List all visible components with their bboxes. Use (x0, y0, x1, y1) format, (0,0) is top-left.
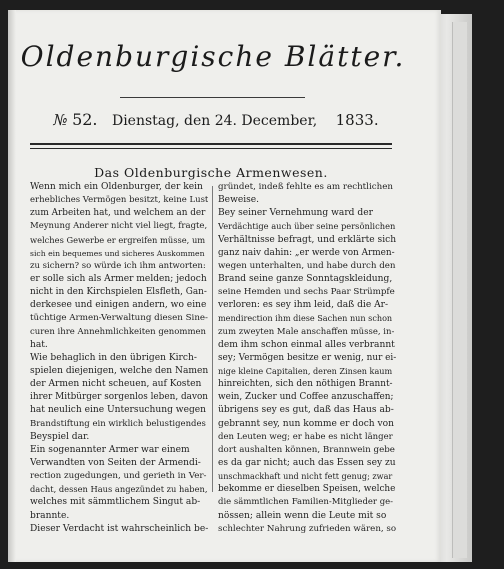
text-line: zum zweyten Male anschaffen müsse, in- (218, 326, 395, 337)
text-line: Beyspiel dar. (30, 431, 90, 442)
text-line: erhebliches Vermögen besitzt, keine Lust (30, 195, 208, 206)
text-line: dacht, dessen Haus angezündet zu haben, (30, 484, 208, 495)
issue-date: Dienstag, den 24. December, (111, 113, 318, 129)
text-line: den Leuten weg; er habe es nicht länger (218, 431, 393, 442)
text-line: gründet, indeß fehlte es am rechtlichen (218, 182, 393, 192)
text-line: ganz naiv dahin: „er werde von Armen- (218, 247, 395, 258)
masthead-rule (120, 97, 305, 98)
text-line: übrigens sey es gut, daß das Haus ab- (218, 405, 394, 416)
column-divider (212, 186, 213, 492)
text-line: der Armen nicht scheuen, auf Kosten (30, 379, 202, 390)
text-line: hat. (30, 339, 48, 350)
text-line: wegen unterhalten, und habe durch den (218, 260, 396, 271)
text-line: unschmackhaft und nicht fett genug; zwar (218, 471, 393, 482)
text-line: wein, Zucker und Coffee anzuschaffen; (218, 392, 394, 403)
text-line: Verhältnisse befragt, und erklärte sich (218, 234, 396, 245)
text-line: die sämmtlichen Familien-Mitglieder ge- (218, 497, 394, 508)
text-line: Bey seiner Vernehmung ward der (218, 208, 373, 219)
text-line: Verdächtige auch über seine persönlichen (218, 221, 396, 232)
text-line: ihrer Mitbürger sorgenlos leben, davon (30, 392, 208, 403)
text-line: nige kleine Capitalien, deren Zinsen kaum (218, 365, 393, 376)
text-line: spielen diejenigen, welche den Namen (30, 365, 208, 376)
text-column-right (218, 181, 396, 536)
text-line: schlechter Nahrung zufrieden wären, so (218, 523, 396, 534)
text-line: Brand seine ganze Sonntagskleidung, (218, 273, 393, 284)
text-line: curen ihre Annehmlichkeiten genommen (30, 326, 207, 337)
issue-year: 1833. (335, 111, 379, 129)
binding-shadow (8, 10, 16, 562)
text-line: Dieser Verdacht ist wahrscheinlich be- (30, 523, 208, 534)
text-line: seine Hemden und sechs Paar Strümpfe (218, 287, 395, 298)
text-line: er solle sich als Armer melden; jedoch (30, 273, 207, 284)
text-line: rection zugedungen, und gerieth in Ver- (30, 471, 207, 482)
masthead-title: Oldenburgische Blätter. (20, 40, 406, 73)
text-line: Wie behaglich in den übrigen Kirch- (30, 352, 197, 363)
text-line: dem ihm schon einmal alles verbrannt (218, 339, 395, 350)
text-line: hinreichten, sich den nöthigen Brannt- (218, 379, 393, 390)
text-line: Meynung Anderer nicht viel liegt, fragte, (30, 221, 208, 232)
text-line: Wenn mich ein Oldenburger, der kein (30, 182, 203, 192)
text-line: nicht in den Kirchspielen Elsfleth, Gan- (30, 287, 207, 298)
text-line: gebrannt sey, nun komme er doch von (218, 418, 394, 429)
text-line: es da gar nicht; auch das Essen sey zu (218, 457, 396, 468)
issue-line (26, 110, 406, 129)
issue-number-symbol: № (53, 111, 68, 129)
text-line: sich ein bequemes und sicheres Auskommen (30, 248, 205, 258)
text-line: tüchtige Armen-Verwaltung diesen Sine- (30, 313, 208, 324)
text-line: Brandstiftung ein wirklich belustigendes (30, 418, 206, 429)
text-line: Verwandten von Seiten der Armendi- (30, 457, 201, 468)
text-line: derkesee und einigen andern, wo eine (30, 300, 207, 311)
text-line: welches Gewerbe er ergreifen müsse, um (30, 234, 206, 245)
text-line: zu sichern? so würde ich ihm antworten: (30, 260, 206, 271)
text-line: brannte. (30, 510, 70, 521)
text-line: sey; Vermögen besitze er wenig, nur ei- (218, 352, 396, 363)
article-title: Das Oldenburgische Armenwesen. (94, 165, 328, 180)
issue-number: 52. (72, 110, 98, 129)
text-line: zum Arbeiten hat, und welchem an der (30, 208, 206, 219)
text-column-left (30, 181, 208, 536)
text-line: mendirection ihm diese Sachen nun schon (218, 313, 393, 324)
text-line: Beweise. (218, 195, 260, 206)
text-line: welches mit sämmtlichem Singut ab- (30, 497, 201, 508)
page-stack-edge-inner (452, 22, 467, 558)
text-line: nössen; allein wenn die Leute mit so (218, 510, 387, 521)
text-line: bekomme er dieselben Speisen, welche (218, 484, 396, 495)
text-line: dort aushalten können, Brannwein gebe (218, 444, 395, 455)
text-line: hat neulich eine Untersuchung wegen (30, 405, 207, 416)
text-line: verloren: es sey ihm leid, daß die Ar- (218, 300, 389, 311)
text-line: Ein sogenannter Armer war einem (30, 444, 190, 455)
header-double-rule (30, 143, 392, 149)
